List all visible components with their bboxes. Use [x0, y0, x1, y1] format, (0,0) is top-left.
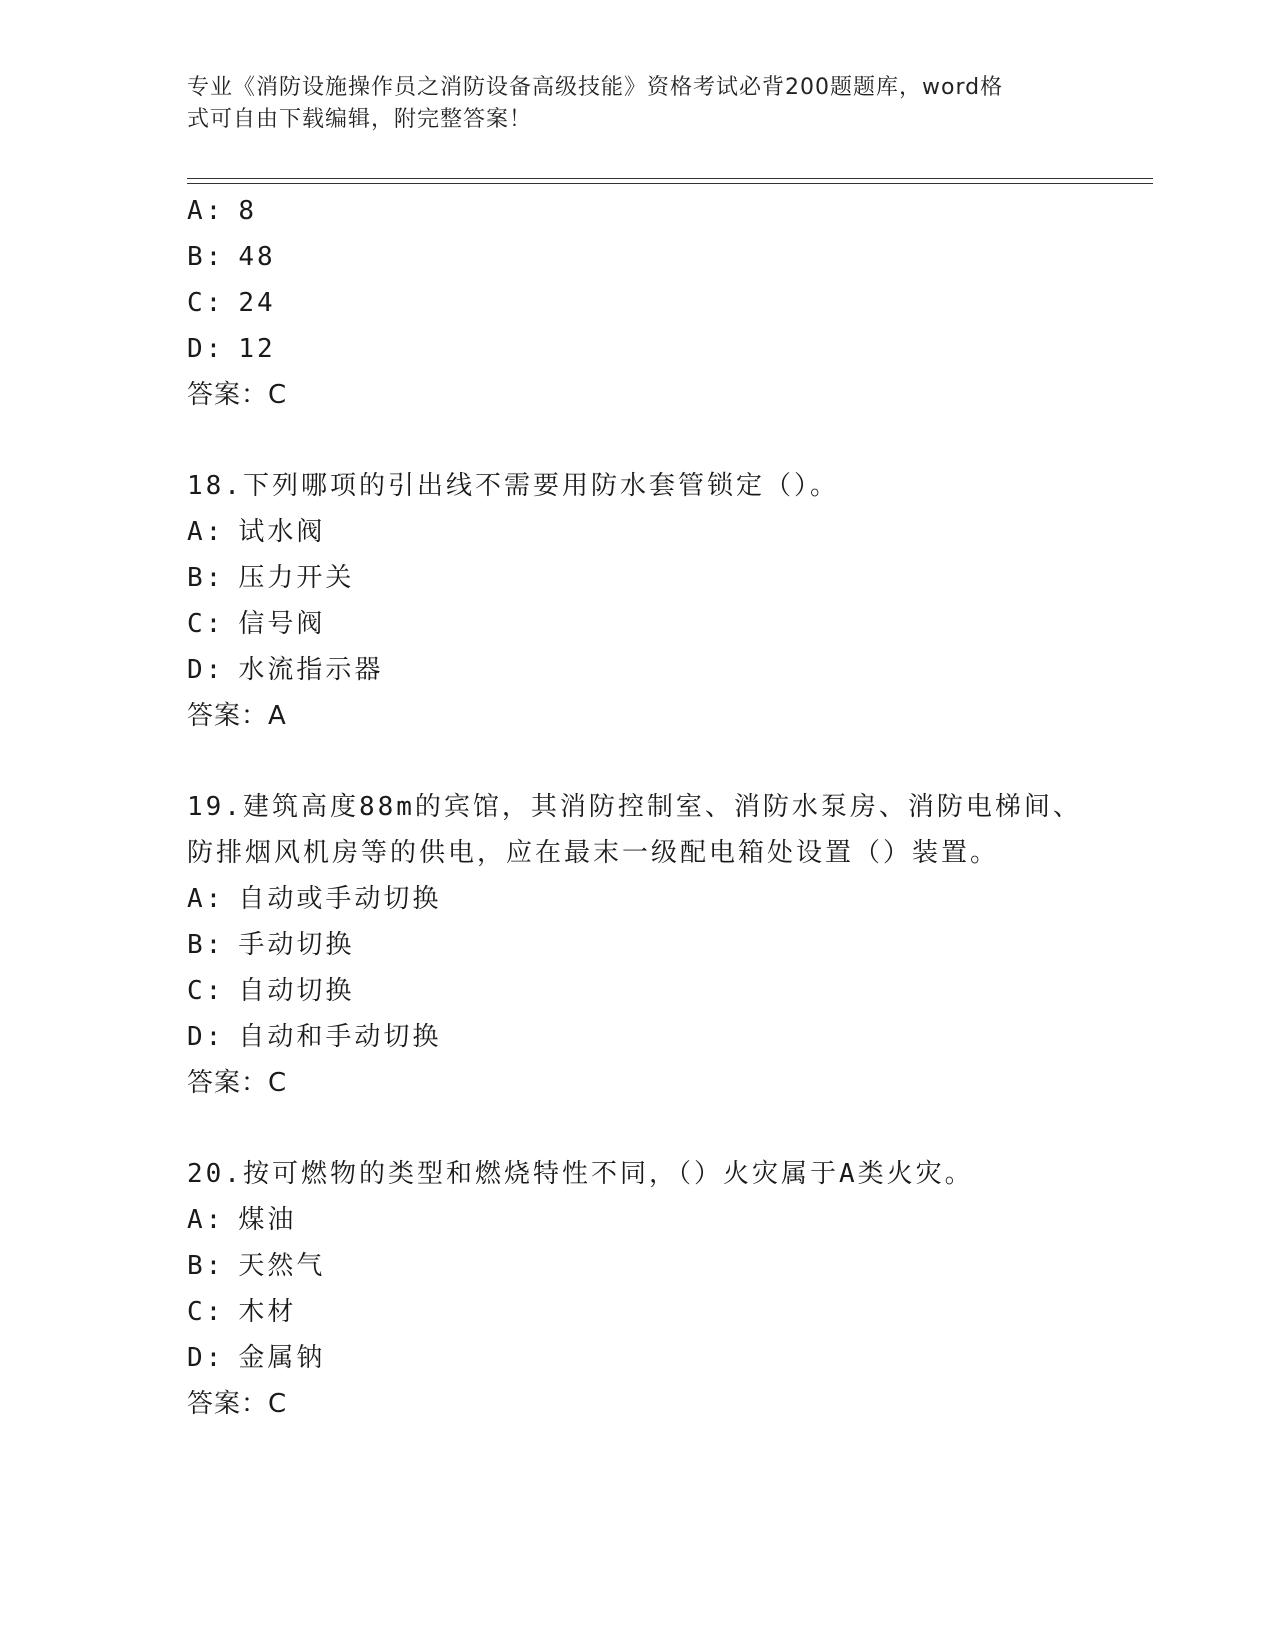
question-20 [187, 1151, 1153, 1427]
option-b: B: 压力开关 [187, 563, 355, 593]
answer: 答案：A [187, 701, 287, 731]
header-divider-top [187, 178, 1153, 179]
option-a: A: 煤油 [187, 1205, 297, 1235]
option-a: A: 试水阀 [187, 517, 326, 547]
question-list [187, 188, 1153, 1427]
question-19 [187, 784, 1153, 1106]
option-a: A: 自动或手动切换 [187, 884, 442, 914]
question-stem-line-1: 19.建筑高度88m的宾馆，其消防控制室、消防水泵房、消防电梯间、 [187, 792, 1082, 822]
document-header [187, 72, 1067, 136]
option-d: D: 12 [187, 334, 276, 364]
header-line-2: 式可自由下载编辑，附完整答案！ [187, 107, 533, 132]
option-d: D: 金属钠 [187, 1343, 326, 1373]
header-divider-bottom [187, 183, 1153, 184]
option-a: A: 8 [187, 196, 257, 226]
answer: 答案：C [187, 1389, 288, 1419]
option-c: C: 自动切换 [187, 976, 355, 1006]
option-b: B: 手动切换 [187, 930, 355, 960]
question-18 [187, 463, 1153, 739]
option-d: D: 水流指示器 [187, 655, 384, 685]
question-stem-line-2: 防排烟风机房等的供电，应在最末一级配电箱处设置（）装置。 [187, 838, 1000, 868]
question-17 [187, 188, 1153, 418]
header-line-1: 专业《消防设施操作员之消防设备高级技能》资格考试必背200题题库，word格 [187, 75, 1004, 100]
answer: 答案：C [187, 1068, 288, 1098]
option-c: C: 信号阀 [187, 609, 326, 639]
question-stem: 20.按可燃物的类型和燃烧特性不同，（）火灾属于A类火灾。 [187, 1159, 974, 1189]
option-b: B: 天然气 [187, 1251, 326, 1281]
option-d: D: 自动和手动切换 [187, 1022, 442, 1052]
answer: 答案：C [187, 380, 288, 410]
option-c: C: 24 [187, 288, 276, 318]
option-c: C: 木材 [187, 1297, 297, 1327]
option-b: B: 48 [187, 242, 276, 272]
question-stem: 18.下列哪项的引出线不需要用防水套管锁定（）。 [187, 471, 839, 501]
